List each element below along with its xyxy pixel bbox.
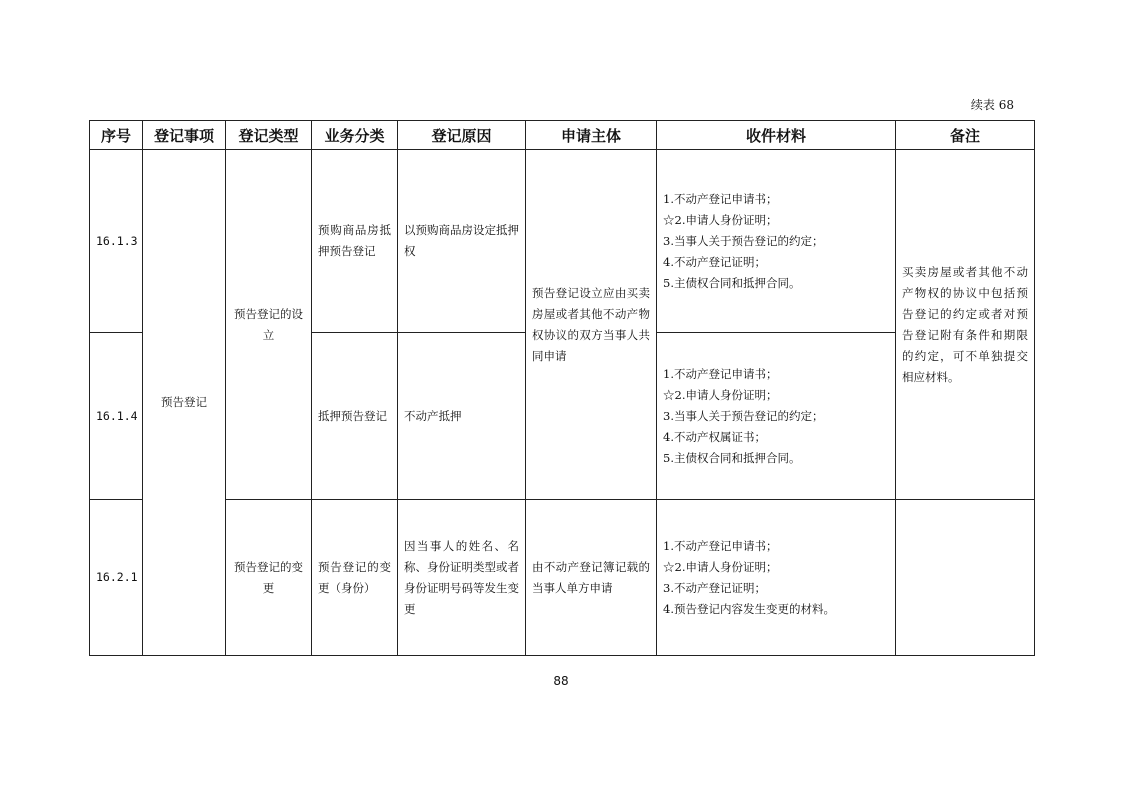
header-materials: 收件材料: [657, 121, 896, 150]
material-item: 4.不动产登记证明；: [663, 254, 766, 269]
material-item: ☆2.申请人身份证明；: [663, 212, 778, 227]
material-item: 3.当事人关于预告登记的约定；: [663, 233, 824, 248]
seq-cell: 16.1.3: [90, 150, 143, 333]
remarks-cell: 买卖房屋或者其他不动产物权的协议中包括预告登记的约定或者对预告登记附有条件和期限的约定，可不单独提交相应材料。: [896, 150, 1035, 500]
registration-type-cell: 预告登记的设立: [226, 150, 312, 500]
material-item: ☆2.申请人身份证明；: [663, 387, 778, 402]
header-registration-reason: 登记原因: [398, 121, 526, 150]
header-applicant: 申请主体: [526, 121, 657, 150]
material-item: 1.不动产登记申请书；: [663, 191, 778, 206]
registration-reason-cell: 以预购商品房设定抵押权: [398, 150, 526, 333]
registration-table: [89, 120, 1035, 656]
material-item: 4.不动产权属证书；: [663, 429, 766, 444]
material-item: 3.当事人关于预告登记的约定；: [663, 408, 824, 423]
registration-reason-cell: 因当事人的姓名、名称、身份证明类型或者身份证明号码等发生变更: [398, 500, 526, 656]
materials-cell: [657, 333, 896, 500]
business-category-cell: 预购商品房抵押预告登记: [312, 150, 398, 333]
materials-cell: [657, 500, 896, 656]
material-item: 5.主债权合同和抵押合同。: [663, 275, 801, 290]
header-registration-item: 登记事项: [143, 121, 226, 150]
applicant-cell: 由不动产登记簿记载的当事人单方申请: [526, 500, 657, 656]
header-business-category: 业务分类: [312, 121, 398, 150]
material-item: 1.不动产登记申请书；: [663, 366, 778, 381]
header-remarks: 备注: [896, 121, 1035, 150]
business-category-cell: 预告登记的变更（身份）: [312, 500, 398, 656]
applicant-cell: 预告登记设立应由买卖房屋或者其他不动产物权协议的双方当事人共同申请: [526, 150, 657, 500]
material-item: 1.不动产登记申请书；: [663, 538, 778, 553]
remarks-cell: [896, 500, 1035, 656]
material-item: 5.主债权合同和抵押合同。: [663, 450, 801, 465]
continued-table-label: 续表 68: [970, 98, 1014, 112]
header-seq: 序号: [90, 121, 143, 150]
registration-type-cell: 预告登记的变更: [226, 500, 312, 656]
materials-cell: [657, 150, 896, 333]
table-row: [90, 500, 1035, 656]
seq-cell: 16.2.1: [90, 500, 143, 656]
table-row: [90, 150, 1035, 333]
material-item: 3.不动产登记证明；: [663, 580, 766, 595]
seq-cell: 16.1.4: [90, 333, 143, 500]
header-registration-type: 登记类型: [226, 121, 312, 150]
page-number: 88: [553, 674, 569, 688]
table-header-row: [90, 121, 1035, 150]
material-item: 4.预告登记内容发生变更的材料。: [663, 601, 835, 616]
material-item: ☆2.申请人身份证明；: [663, 559, 778, 574]
business-category-cell: 抵押预告登记: [312, 333, 398, 500]
registration-item-cell: 预告登记: [143, 150, 226, 656]
registration-reason-cell: 不动产抵押: [398, 333, 526, 500]
